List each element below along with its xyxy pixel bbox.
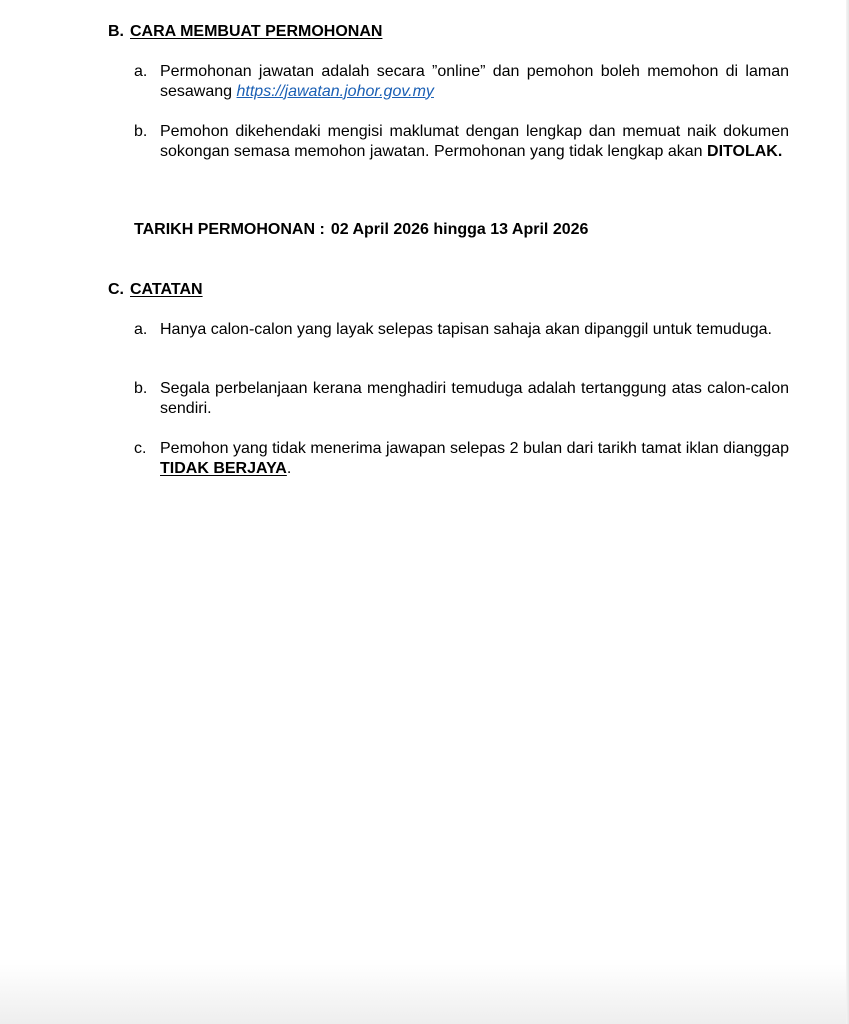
- item-body: [160, 122, 789, 161]
- application-date-line: [134, 220, 588, 240]
- section-c-item-c: [134, 439, 789, 478]
- page-bottom-shadow: [0, 964, 849, 1024]
- item-marker: b.: [134, 123, 148, 140]
- item-text: Pemohon yang tidak menerima jawapan selepas 2 bulan dari tarikh tamat iklan dianggap: [160, 440, 789, 457]
- application-website-link[interactable]: https://jawatan.johor.gov.my: [236, 82, 434, 100]
- item-body: Segala perbelanjaan kerana menghadiri temuduga adalah tertanggung atas calon-calon sendiri.: [160, 380, 789, 417]
- section-c-letter: C.: [108, 281, 124, 298]
- section-c-item-a: [134, 320, 789, 340]
- unsuccessful-emphasis: TIDAK BERJAYA: [160, 459, 287, 477]
- item-text: Pemohon dikehendaki mengisi maklumat dengan lengkap dan memuat naik dokumen sokongan semasa memohon jawatan. Permohonan yang tidak lengkap akan: [160, 123, 789, 160]
- item-text: Permohonan jawatan adalah secara ”online” dan pemohon boleh memohon di laman sesawang: [160, 63, 789, 100]
- section-c-heading: [108, 280, 203, 300]
- section-c-title: CATATAN: [130, 281, 203, 298]
- item-body: Hanya calon-calon yang layak selepas tapisan sahaja akan dipanggil untuk temuduga.: [160, 321, 772, 338]
- section-b-title: CARA MEMBUAT PERMOHONAN: [130, 23, 383, 40]
- item-marker: a.: [134, 321, 148, 338]
- section-b-item-a: [134, 62, 789, 101]
- rejected-emphasis: DITOLAK.: [707, 142, 783, 160]
- item-marker: a.: [134, 63, 148, 80]
- section-b-item-b: [134, 122, 789, 161]
- section-b-heading: [108, 22, 382, 42]
- item-marker: c.: [134, 440, 147, 457]
- item-marker: b.: [134, 380, 148, 397]
- item-body: [160, 62, 789, 101]
- item-body: [160, 439, 789, 478]
- section-b-letter: B.: [108, 23, 124, 40]
- application-date-value: 02 April 2026 hingga 13 April 2026: [330, 221, 589, 238]
- section-c-item-b: [134, 379, 789, 418]
- item-suffix: .: [286, 459, 292, 477]
- application-date-label: TARIKH PERMOHONAN :: [134, 221, 325, 238]
